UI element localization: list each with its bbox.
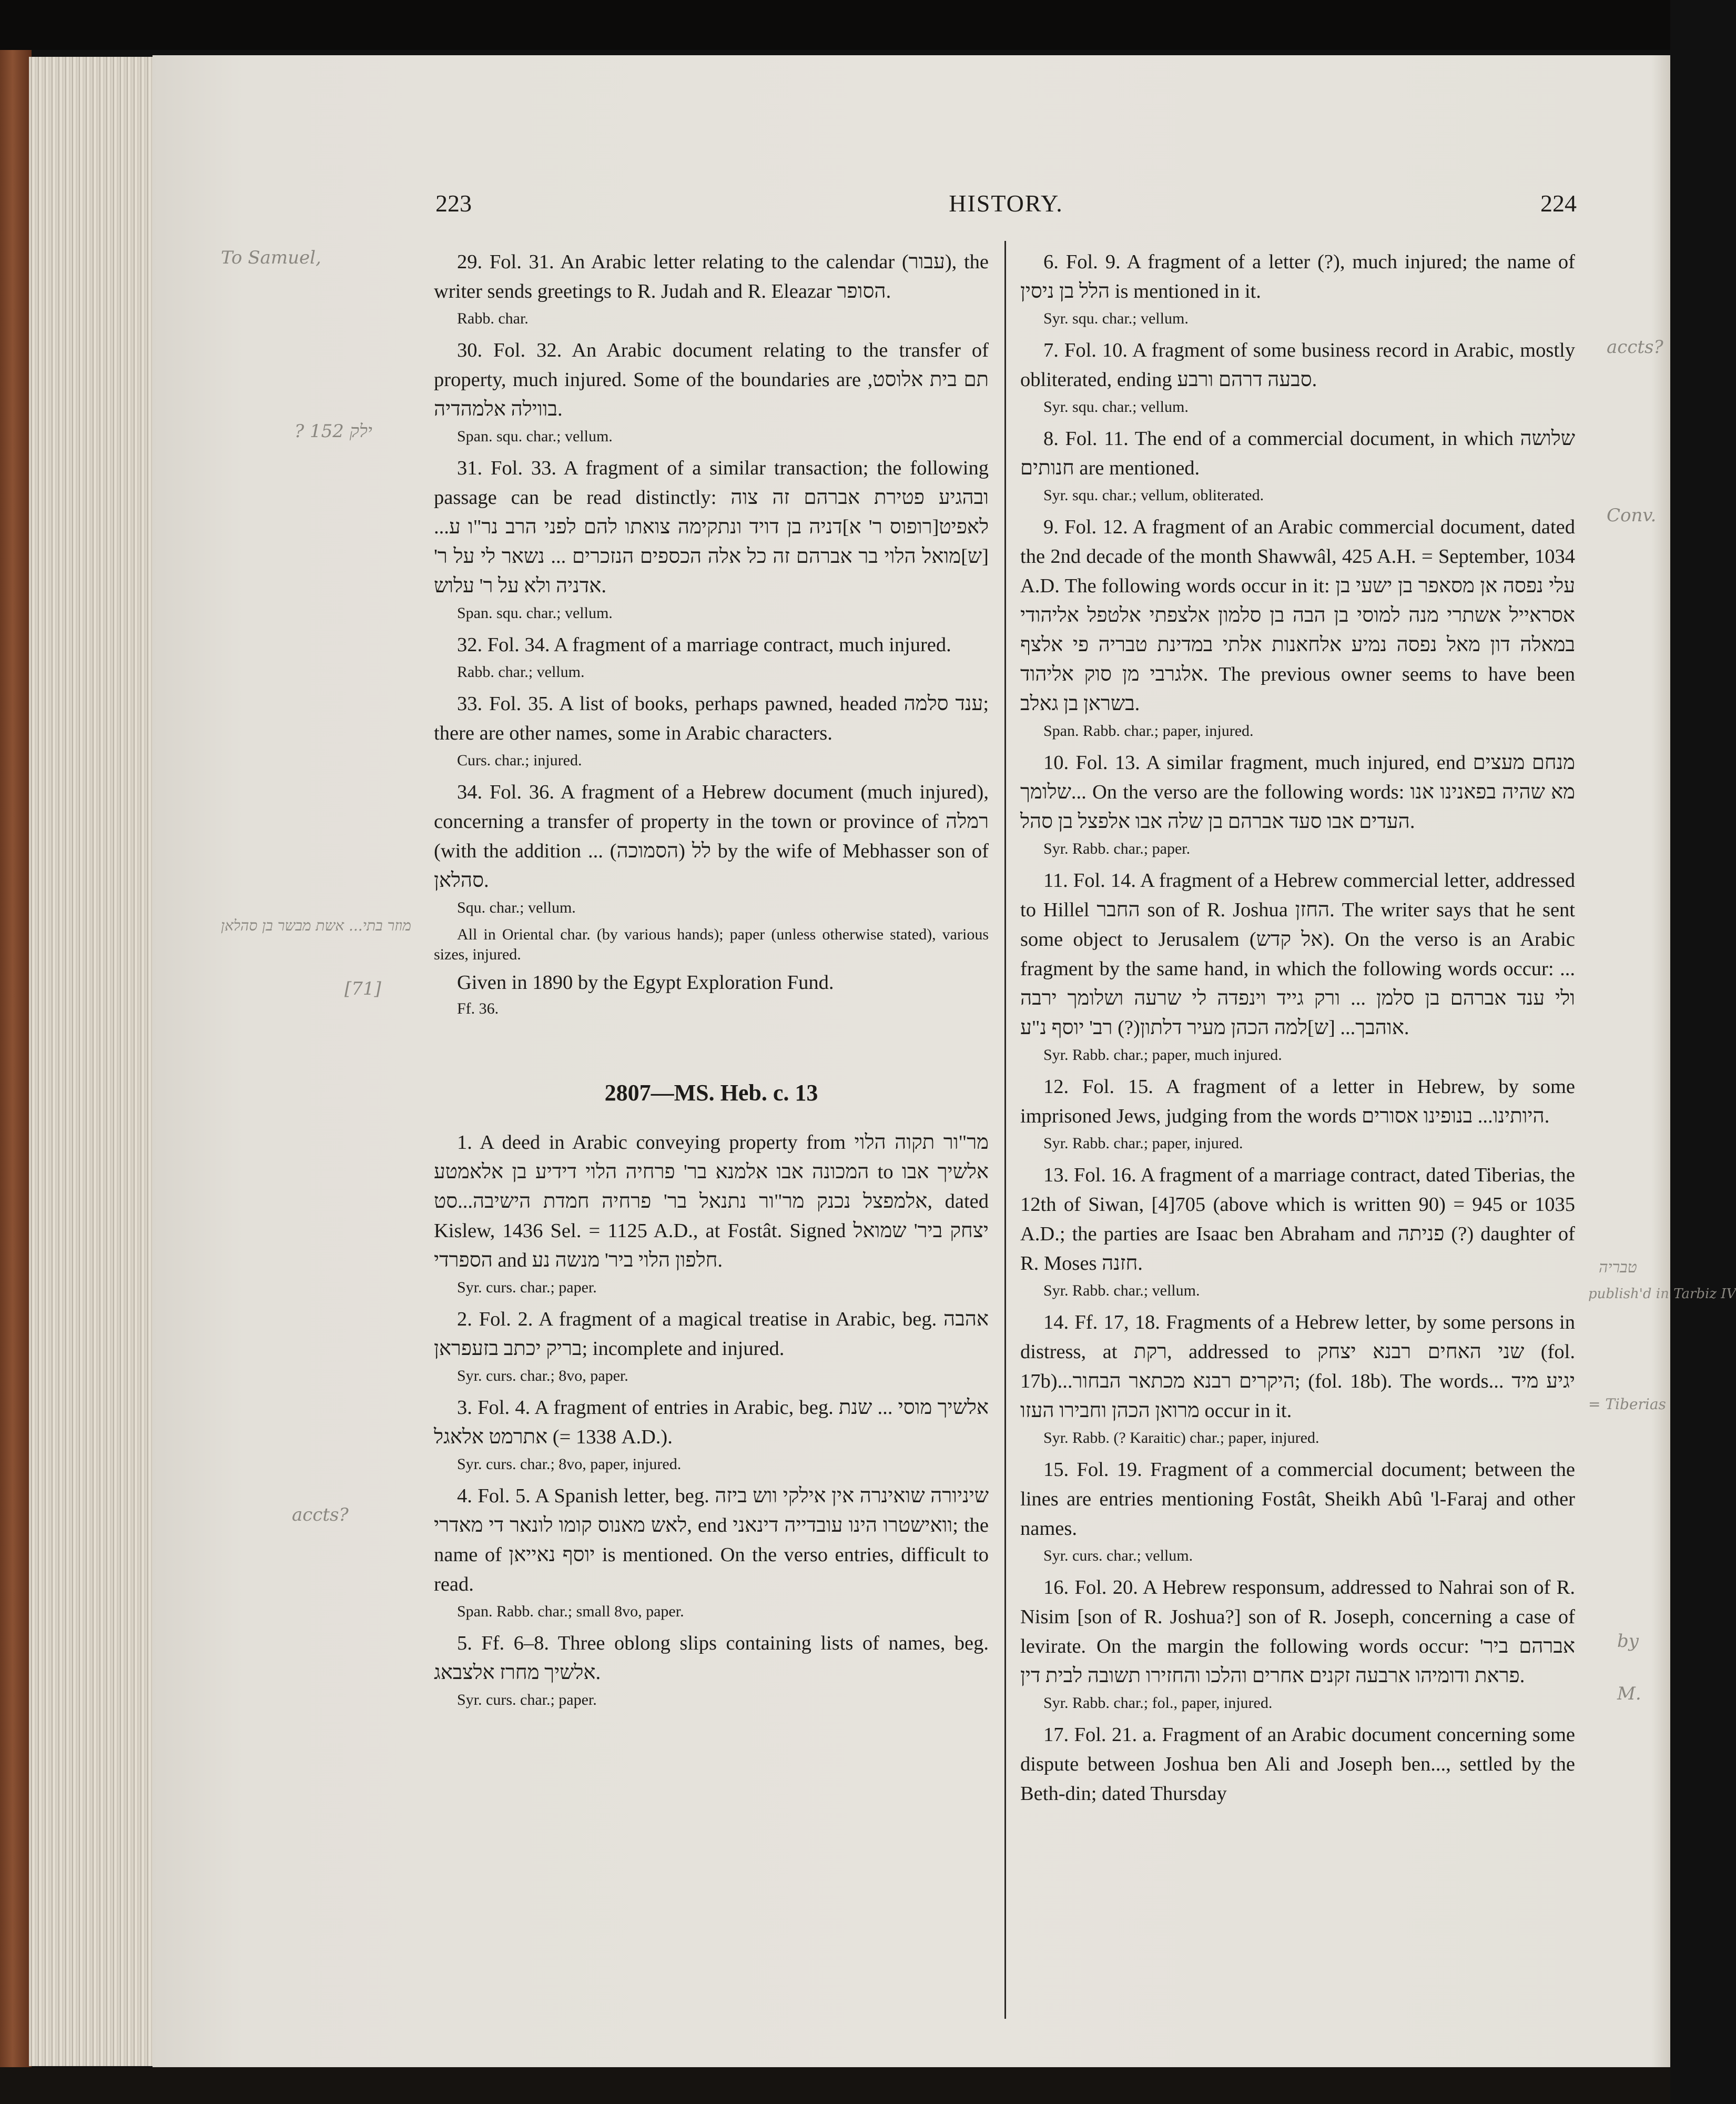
entry-script-note: Span. Rabb. char.; paper, injured.: [1043, 722, 1254, 740]
entry-text: 10. Fol. 13. A similar fragment, much injured, end מנחם מעצים שלומך... On the verso are the following words: מא שהיה בפאנינו אנו העדים אבו סעד אברהם בן שלה אבו אלפצל בן סהל.: [1020, 752, 1576, 833]
catalog-entry: [1020, 1573, 1575, 1714]
entry-script-note: Syr. curs. char.; paper.: [457, 1691, 597, 1708]
margin-note: by: [1617, 1631, 1639, 1652]
entry-text: 17. Fol. 21. a. Fragment of an Arabic document concerning some dispute between Joshua ben Ali and Joseph ben..., settled by the Beth-din; dated Thursday: [1020, 1724, 1575, 1805]
catalog-entry: [434, 689, 989, 771]
entry-script-note: Syr. Rabb. char.; paper, much injured.: [1043, 1046, 1282, 1064]
entry-script-note: Syr. Rabb. (? Karaitic) char.; paper, injured.: [1043, 1429, 1319, 1446]
entry-script-note: Syr. squ. char.; vellum, obliterated.: [1043, 487, 1264, 504]
provenance-line: Given in 1890 by the Egypt Exploration Fund.: [457, 972, 834, 994]
entry-script-note: Curs. char.; injured.: [457, 752, 582, 769]
catalog-entry: [1020, 512, 1575, 742]
entry-text: 4. Fol. 5. A Spanish letter, beg. שיניורה שואינרה אין אילקי ווש ביזה לאש מאנוס קומו לונאר די מאדרי, end וואישטרו הינו עובדייה דינאני; the name of יוסף נאייאן is mentioned. On the verso entries, difficult to read.: [434, 1485, 989, 1595]
entry-text: 12. Fol. 15. A fragment of a letter in Hebrew, by some imprisoned Jews, judging from the words היותינו... בנופינו אסורים.: [1020, 1076, 1575, 1127]
entry-text: 3. Fol. 4. A fragment of entries in Arabic, beg. אלשיך מוסי ... שנת אתרמט אלאגל (= 1338 A.D.).: [434, 1397, 989, 1448]
book-cover-edge: [0, 50, 32, 2075]
catalog-entry: [434, 630, 989, 683]
catalog-entry: [1020, 1455, 1575, 1566]
margin-note: Conv.: [1607, 505, 1657, 526]
entry-script-note: Syr. Rabb. char.; paper.: [1043, 840, 1191, 857]
entry-text: 11. Fol. 14. A fragment of a Hebrew commercial letter, addressed to Hillel החבר son of R. Joshua החזן. The writer says that he sent some object to Jerusalem (אל קדש). On the verso is an Arabic fragment by the same hand, in which the following words occur: ... ולי ענד אברהם בן סלמן ... ורק גייד וינפדה לי שרעה ושלומך ירבה אוהבך... [ש]למה הכהן מעיר דלתון(?) רב' יוסף נ"ע.: [1020, 869, 1576, 1039]
entry-script-note: Syr. Rabb. char.; paper, injured.: [1043, 1135, 1243, 1152]
catalog-entry: [434, 336, 989, 447]
catalog-entry: [1020, 866, 1575, 1066]
margin-note: To Samuel,: [221, 247, 321, 268]
entry-script-note: Span. squ. char.; vellum.: [457, 428, 613, 445]
folio-count: Ff. 36.: [457, 1000, 499, 1017]
catalog-entry: [434, 453, 989, 624]
entry-text: 5. Ff. 6–8. Three oblong slips containing lists of names, beg. אלשיך מחרז אלצבאג.: [434, 1632, 989, 1684]
right-column: [1020, 247, 1575, 2057]
entry-script-note: Syr. curs. char.; vellum.: [1043, 1547, 1193, 1564]
entry-script-note: Syr. curs. char.; 8vo, paper.: [457, 1367, 628, 1384]
catalog-entry: [434, 1128, 989, 1298]
section-heading: 2807—MS. Heb. c. 13: [604, 1080, 818, 1106]
dark-background-top: [0, 0, 1670, 50]
margin-note: טבריה: [1599, 1258, 1637, 1277]
catalog-entry: [434, 247, 989, 329]
entry-text: 2. Fol. 2. A fragment of a magical treatise in Arabic, beg. אהבה בריק יכתב בזעפראן; incomplete and injured.: [434, 1308, 989, 1360]
page-number-right: 224: [1540, 190, 1577, 217]
entry-script-note: Syr. Rabb. char.; vellum.: [1043, 1282, 1200, 1299]
entry-script-note: Syr. squ. char.; vellum.: [1043, 310, 1189, 327]
entry-text: 7. Fol. 10. A fragment of some business record in Arabic, mostly obliterated, ending סבעה דרהם ורבע.: [1020, 339, 1575, 391]
margin-note: accts?: [1607, 337, 1663, 358]
entry-text: 16. Fol. 20. A Hebrew responsum, addressed to Nahrai son of R. Nisim [son of R. Joshua?] son of R. Joseph, concerning a case of levirate. On the margin the following words occur: אברהם ביר' פראת ודומיהו ארבעה זקנים אחרים והלכו והחזירו תשובה לבית דין.: [1020, 1576, 1575, 1687]
entry-text: 15. Fol. 19. Fragment of a commercial document; between the lines are entries mentioning Fostât, Sheikh Abû 'l-Faraj and other names.: [1020, 1459, 1575, 1540]
margin-note: accts?: [292, 1504, 349, 1525]
entry-text: 1. A deed in Arabic conveying property from מר"ור תקוה הלוי המכונה אבו אלמנא בר' פרחיה הלוי דידיע בן אלאמטע to אלשיך אבו אלמפצל נכנק מר"ור נתנאל בר' פרחיה חמדת הישיבה...סט, dated Kislew, 1436 Sel. = 1125 A.D., at Fostât. Signed יצחק ביר' שמואל הספרדי and חלפון הלוי ביר' מנשה נע.: [434, 1131, 989, 1271]
entry-script-note: Span. squ. char.; vellum.: [457, 604, 613, 622]
entry-text: 29. Fol. 31. An Arabic letter relating to the calendar (עבור), the writer sends greetings to R. Judah and R. Eleazar הסופר.: [434, 251, 989, 302]
page-curl-right: [1651, 55, 1670, 2072]
running-header: [435, 189, 1577, 226]
entry-script-note: Rabb. char.; vellum.: [457, 663, 585, 681]
margin-note: = Tiberias: [1588, 1395, 1666, 1413]
entry-text: 33. Fol. 35. A list of books, perhaps pawned, headed ענד סלמה; there are other names, some in Arabic characters.: [434, 693, 989, 744]
catalog-entry: [434, 1304, 989, 1387]
catalog-entry: [1020, 748, 1575, 859]
column-rule: [1004, 241, 1006, 2019]
catalog-entry: [1020, 247, 1575, 329]
catalog-entry: [1020, 1160, 1575, 1301]
entry-text: 9. Fol. 12. A fragment of an Arabic commercial document, dated the 2nd decade of the month Shawwâl, 425 A.H. = September, 1034 A.D. The following words occur in it: עלי נפסה אן מסאפר בן ישעי בן אסראייל אשתרי מנה למוסי בן הבה בן סלמון אלצפתי אלטפל אליהודי במאלה דון מאל נפסה נמיע אלחאנות אלתי במדינת טבריה פי אלצף אלגרבי מן סוק אליהוד. The previous owner seems to have been בשראן בן גאלב.: [1020, 516, 1576, 715]
dark-background-bottom: [0, 2067, 1670, 2104]
entry-script-note: Syr. squ. char.; vellum.: [1043, 398, 1189, 416]
catalog-entry: [1020, 424, 1575, 506]
catalog-entry: [1020, 336, 1575, 418]
catalog-entry: [434, 1393, 989, 1475]
catalog-entry: [434, 1628, 989, 1711]
margin-note: M.: [1617, 1683, 1641, 1704]
catalog-entry: [434, 777, 989, 918]
catalog-entry: [1020, 1072, 1575, 1154]
page-number-left: 223: [435, 190, 472, 217]
page-stack-edges: [29, 57, 158, 2066]
entry-text: 14. Ff. 17, 18. Fragments of a Hebrew letter, by some persons in distress, at רקת, addressed to שני האחים רבנא יצחק (fol. 17b)...היקרים רבנא מכתאר הבחור; (fol. 18b). The words... יגיע מיד מרואן הכהן וחבירו העזו occur in it.: [1020, 1311, 1576, 1422]
entry-script-note: Syr. curs. char.; 8vo, paper, injured.: [457, 1455, 682, 1473]
collection-note: All in Oriental char. (by various hands); paper (unless otherwise stated), various sizes, injured.: [434, 926, 989, 963]
entry-script-note: Span. Rabb. char.; small 8vo, paper.: [457, 1603, 684, 1620]
catalog-entry: [434, 1481, 989, 1622]
margin-note: [71]: [344, 978, 381, 999]
entry-text: 8. Fol. 11. The end of a commercial document, in which שלושה חנותים are mentioned.: [1020, 428, 1575, 479]
entry-script-note: Rabb. char.: [457, 310, 529, 327]
entry-text: 32. Fol. 34. A fragment of a marriage contract, much injured.: [457, 634, 951, 656]
entry-text: 6. Fol. 9. A fragment of a letter (?), much injured; the name of הלל בן ניסין is mentioned in it.: [1020, 251, 1575, 302]
entry-text: 13. Fol. 16. A fragment of a marriage contract, dated Tiberias, the 12th of Siwan, [4]705 (above which is written 90) = 945 or 1035 A.D.; the parties are Isaac ben Abraham and פניתה (?) daughter of R. Moses חזנה.: [1020, 1164, 1576, 1274]
entry-text: 30. Fol. 32. An Arabic document relating to the transfer of property, much injured. Some of the boundaries are תם בית אלוסט, בווילה אלמהדיה.: [434, 339, 989, 420]
margin-note: ? ילק 152: [295, 421, 372, 442]
catalog-entry: [1020, 1308, 1575, 1449]
entry-text: 31. Fol. 33. A fragment of a similar transaction; the following passage can be read distinctly: ובהגיע פטירת אברהם זה צוה לאפיט[רופוס ר' א]דניה בן דויד ונתקימה צואתו להם לפני הרב נר"ו ע... [ש]מואל הלוי בר אברהם זה כל אלה הכספים הנזכרים ... נשאר לי על ר' אדניה ולא על ר' עלוש.: [434, 457, 989, 597]
entry-script-note: Syr. curs. char.; paper.: [457, 1279, 597, 1296]
running-title: HISTORY.: [949, 190, 1063, 217]
margin-note: מוזר בתי... אשת מבשר בן סהלאן: [221, 917, 411, 934]
entry-script-note: Syr. Rabb. char.; fol., paper, injured.: [1043, 1694, 1273, 1712]
left-column: [434, 247, 989, 2057]
margin-note: publish'd in Tarbiz IV: [1588, 1286, 1736, 1302]
catalog-entry: [1020, 1720, 1575, 1808]
entry-script-note: Squ. char.; vellum.: [457, 899, 576, 916]
entry-text: 34. Fol. 36. A fragment of a Hebrew document (much injured), concerning a transfer of property in the town or province of רמלה (with the addition ... לל (הסמוכה) by the wife of Mebhasser son of סהלאן.: [434, 781, 989, 892]
